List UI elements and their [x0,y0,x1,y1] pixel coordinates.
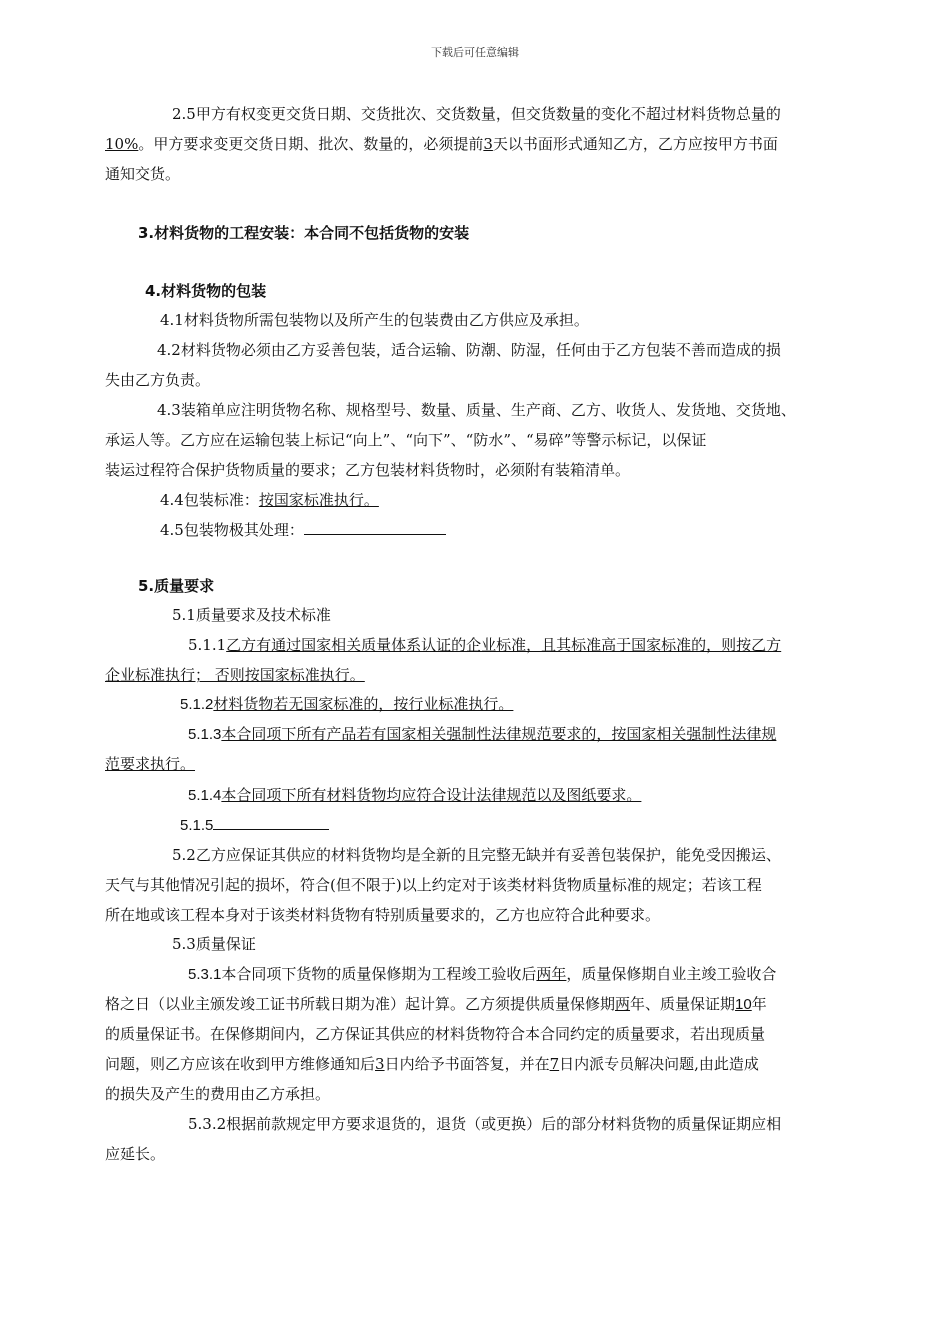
clause-4-2-line2: 失由乙方负责。 [105,371,211,389]
clause-5-1-4: 5.1.4本合同项下所有材料货物均应符合设计法律规范以及图纸要求。 [188,786,642,804]
blank-field [304,520,446,535]
clause-5-3-1-line2: 格之日（以业主颁发竣工证书所载日期为准）起计算。乙方须提供质量保修期两年、质量保证期10年 [105,995,767,1013]
clause-4-3-line3: 装运过程符合保护货物质量的要求；乙方包装材料货物时，必须附有装箱清单。 [105,461,631,479]
clause-5-3-2-line2: 应延长。 [105,1145,166,1163]
clause-4-4: 4.4包装标准：按国家标准执行。 [160,491,379,509]
clause-5-1-1-line1: 5.1.1乙方有通过国家相关质量体系认证的企业标准，且其标准高于国家标准的，则按乙方 [188,636,782,654]
clause-5-3-1-line3: 的质量保证书。在保修期间内，乙方保证其供应的材料货物符合本合同约定的质量要求，若出现质量 [105,1025,766,1043]
clause-5-2-line2: 天气与其他情况引起的损坏，符合(但不限于)以上约定对于该类材料货物质量标准的规定；若该工程 [105,876,762,894]
clause-5-1-3-line1: 5.1.3本合同项下所有产品若有国家相关强制性法律规范要求的，按国家相关强制性法律规 [188,725,777,743]
clause-2-5-line1: 2.5甲方有权变更交货日期、交货批次、交货数量，但交货数量的变化不超过材料货物总量的 [172,105,781,123]
clause-5-3-1-line4: 问题，则乙方应该在收到甲方维修通知后3日内给予书面答复，并在7日内派专员解决问题,由此造成 [105,1055,759,1073]
clause-4-5: 4.5包装物极其处理： [160,520,446,540]
clause-4-3-line2: 承运人等。乙方应在运输包装上标记“向上”、“向下”、“防水”、“易碎”等警示标记，以保证 [105,431,707,449]
section-4-heading: 4.材料货物的包装 [145,282,267,300]
clause-5-3-1-line1: 5.3.1本合同项下货物的质量保修期为工程竣工验收后两年，质量保修期自业主竣工验收合 [188,965,777,983]
clause-2-5-line2: 10%。甲方要求变更交货日期、批次、数量的，必须提前3天以书面形式通知乙方，乙方应按甲方书面 [105,135,778,153]
section-3-heading: 3.材料货物的工程安装：本合同不包括货物的安装 [138,224,470,242]
clause-5-1-2: 5.1.2材料货物若无国家标准的，按行业标准执行。 [180,695,514,713]
clause-5-2-line3: 所在地或该工程本身对于该类材料货物有特别质量要求的，乙方也应符合此种要求。 [105,906,661,924]
clause-5-1-3-line2: 范要求执行。 [105,755,196,773]
clause-5-1-1-line2: 企业标准执行； 否则按国家标准执行。 [105,666,365,684]
clause-2-5-line3: 通知交货。 [105,165,181,183]
packing-standard-value: 按国家标准执行。 [258,491,379,509]
clause-5-3: 5.3质量保证 [172,935,256,953]
blank-field [213,815,329,830]
page-header: 下载后可任意编辑 [431,46,519,59]
clause-5-1: 5.1质量要求及技术标准 [172,606,331,624]
clause-5-3-2-line1: 5.3.2根据前款规定甲方要求退货的，退货（或更换）后的部分材料货物的质量保证期应相 [188,1115,782,1133]
clause-4-2-line1: 4.2材料货物必须由乙方妥善包装，适合运输、防潮、防湿，任何由于乙方包装不善而造成的损 [157,341,781,359]
clause-5-2-line1: 5.2乙方应保证其供应的材料货物均是全新的且完整无缺并有妥善包装保护，能免受因搬运、 [172,846,781,864]
clause-4-1: 4.1材料货物所需包装物以及所产生的包装费由乙方供应及承担。 [160,311,589,329]
clause-5-3-1-line5: 的损失及产生的费用由乙方承担。 [105,1085,331,1103]
clause-5-1-5: 5.1.5 [180,815,329,836]
percent-value: 10% [105,135,139,153]
notice-days: 3 [483,135,493,153]
clause-4-3-line1: 4.3装箱单应注明货物名称、规格型号、数量、质量、生产商、乙方、收货人、发货地、交货地、 [157,401,796,419]
section-5-heading: 5.质量要求 [138,577,215,595]
